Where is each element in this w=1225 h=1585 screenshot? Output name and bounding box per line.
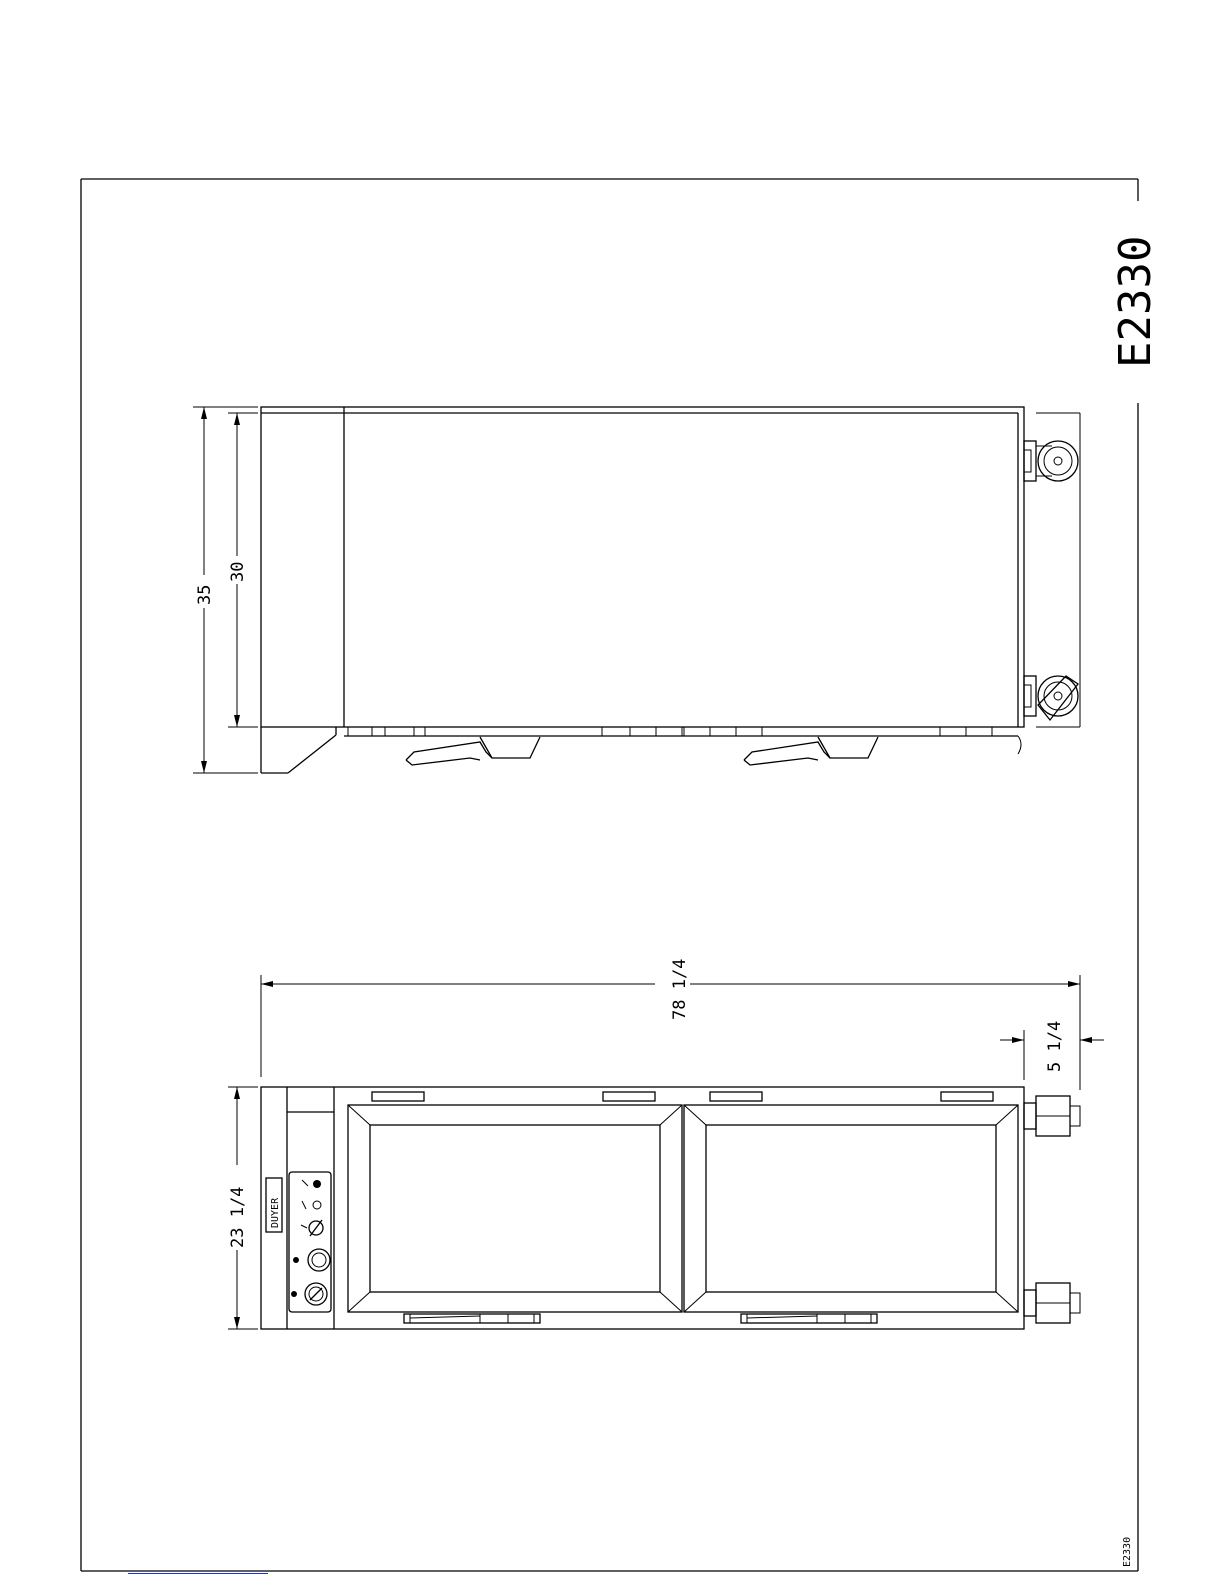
top-view (261, 1087, 1080, 1329)
hinge-3 (710, 1092, 762, 1101)
caster-top-view-1 (1024, 1096, 1080, 1136)
dim-caster-offset-label: 5 1/4 (1045, 1020, 1065, 1072)
top-handle-2 (741, 1314, 877, 1323)
dim-depth-label: 23 1/4 (228, 1186, 248, 1248)
caster-bottom (1024, 676, 1078, 720)
side-handle-2 (744, 737, 878, 765)
side-view (261, 407, 1080, 773)
hinge-2 (603, 1092, 655, 1101)
dimension-caster-offset (1000, 1021, 1104, 1080)
thermostat-dial-icon (308, 1249, 330, 1271)
hinge-4 (941, 1092, 993, 1101)
hinge-1 (372, 1092, 424, 1101)
dimension-depth (228, 1087, 258, 1329)
dimension-body-height (228, 413, 258, 727)
drawing-frame (81, 179, 1138, 1571)
dim-body-height-label: 30 (228, 561, 248, 582)
caster-top-view-2 (1024, 1283, 1080, 1323)
top-handle-1 (404, 1314, 540, 1323)
caster-top (1024, 441, 1078, 481)
side-view-body (261, 407, 1024, 727)
indicator-light-icon (313, 1180, 321, 1188)
door-2 (684, 1105, 1018, 1312)
side-handle-1 (406, 737, 540, 765)
footer-code-label: E2330 (1122, 1536, 1133, 1567)
top-view-body (261, 1087, 1024, 1329)
door-1 (348, 1105, 682, 1312)
dimension-overall-height (193, 407, 258, 773)
dimension-overall-length (261, 959, 1080, 1090)
brand-plate-label: DUYER (270, 1197, 281, 1228)
footer-link-underline[interactable] (128, 1573, 268, 1575)
control-panel (266, 1172, 331, 1312)
dim-overall-length-label: 78 1/4 (670, 958, 690, 1020)
power-light-icon (313, 1201, 321, 1209)
dim-overall-height-label: 35 (195, 584, 215, 605)
model-code-label: E2330 (1110, 235, 1161, 368)
